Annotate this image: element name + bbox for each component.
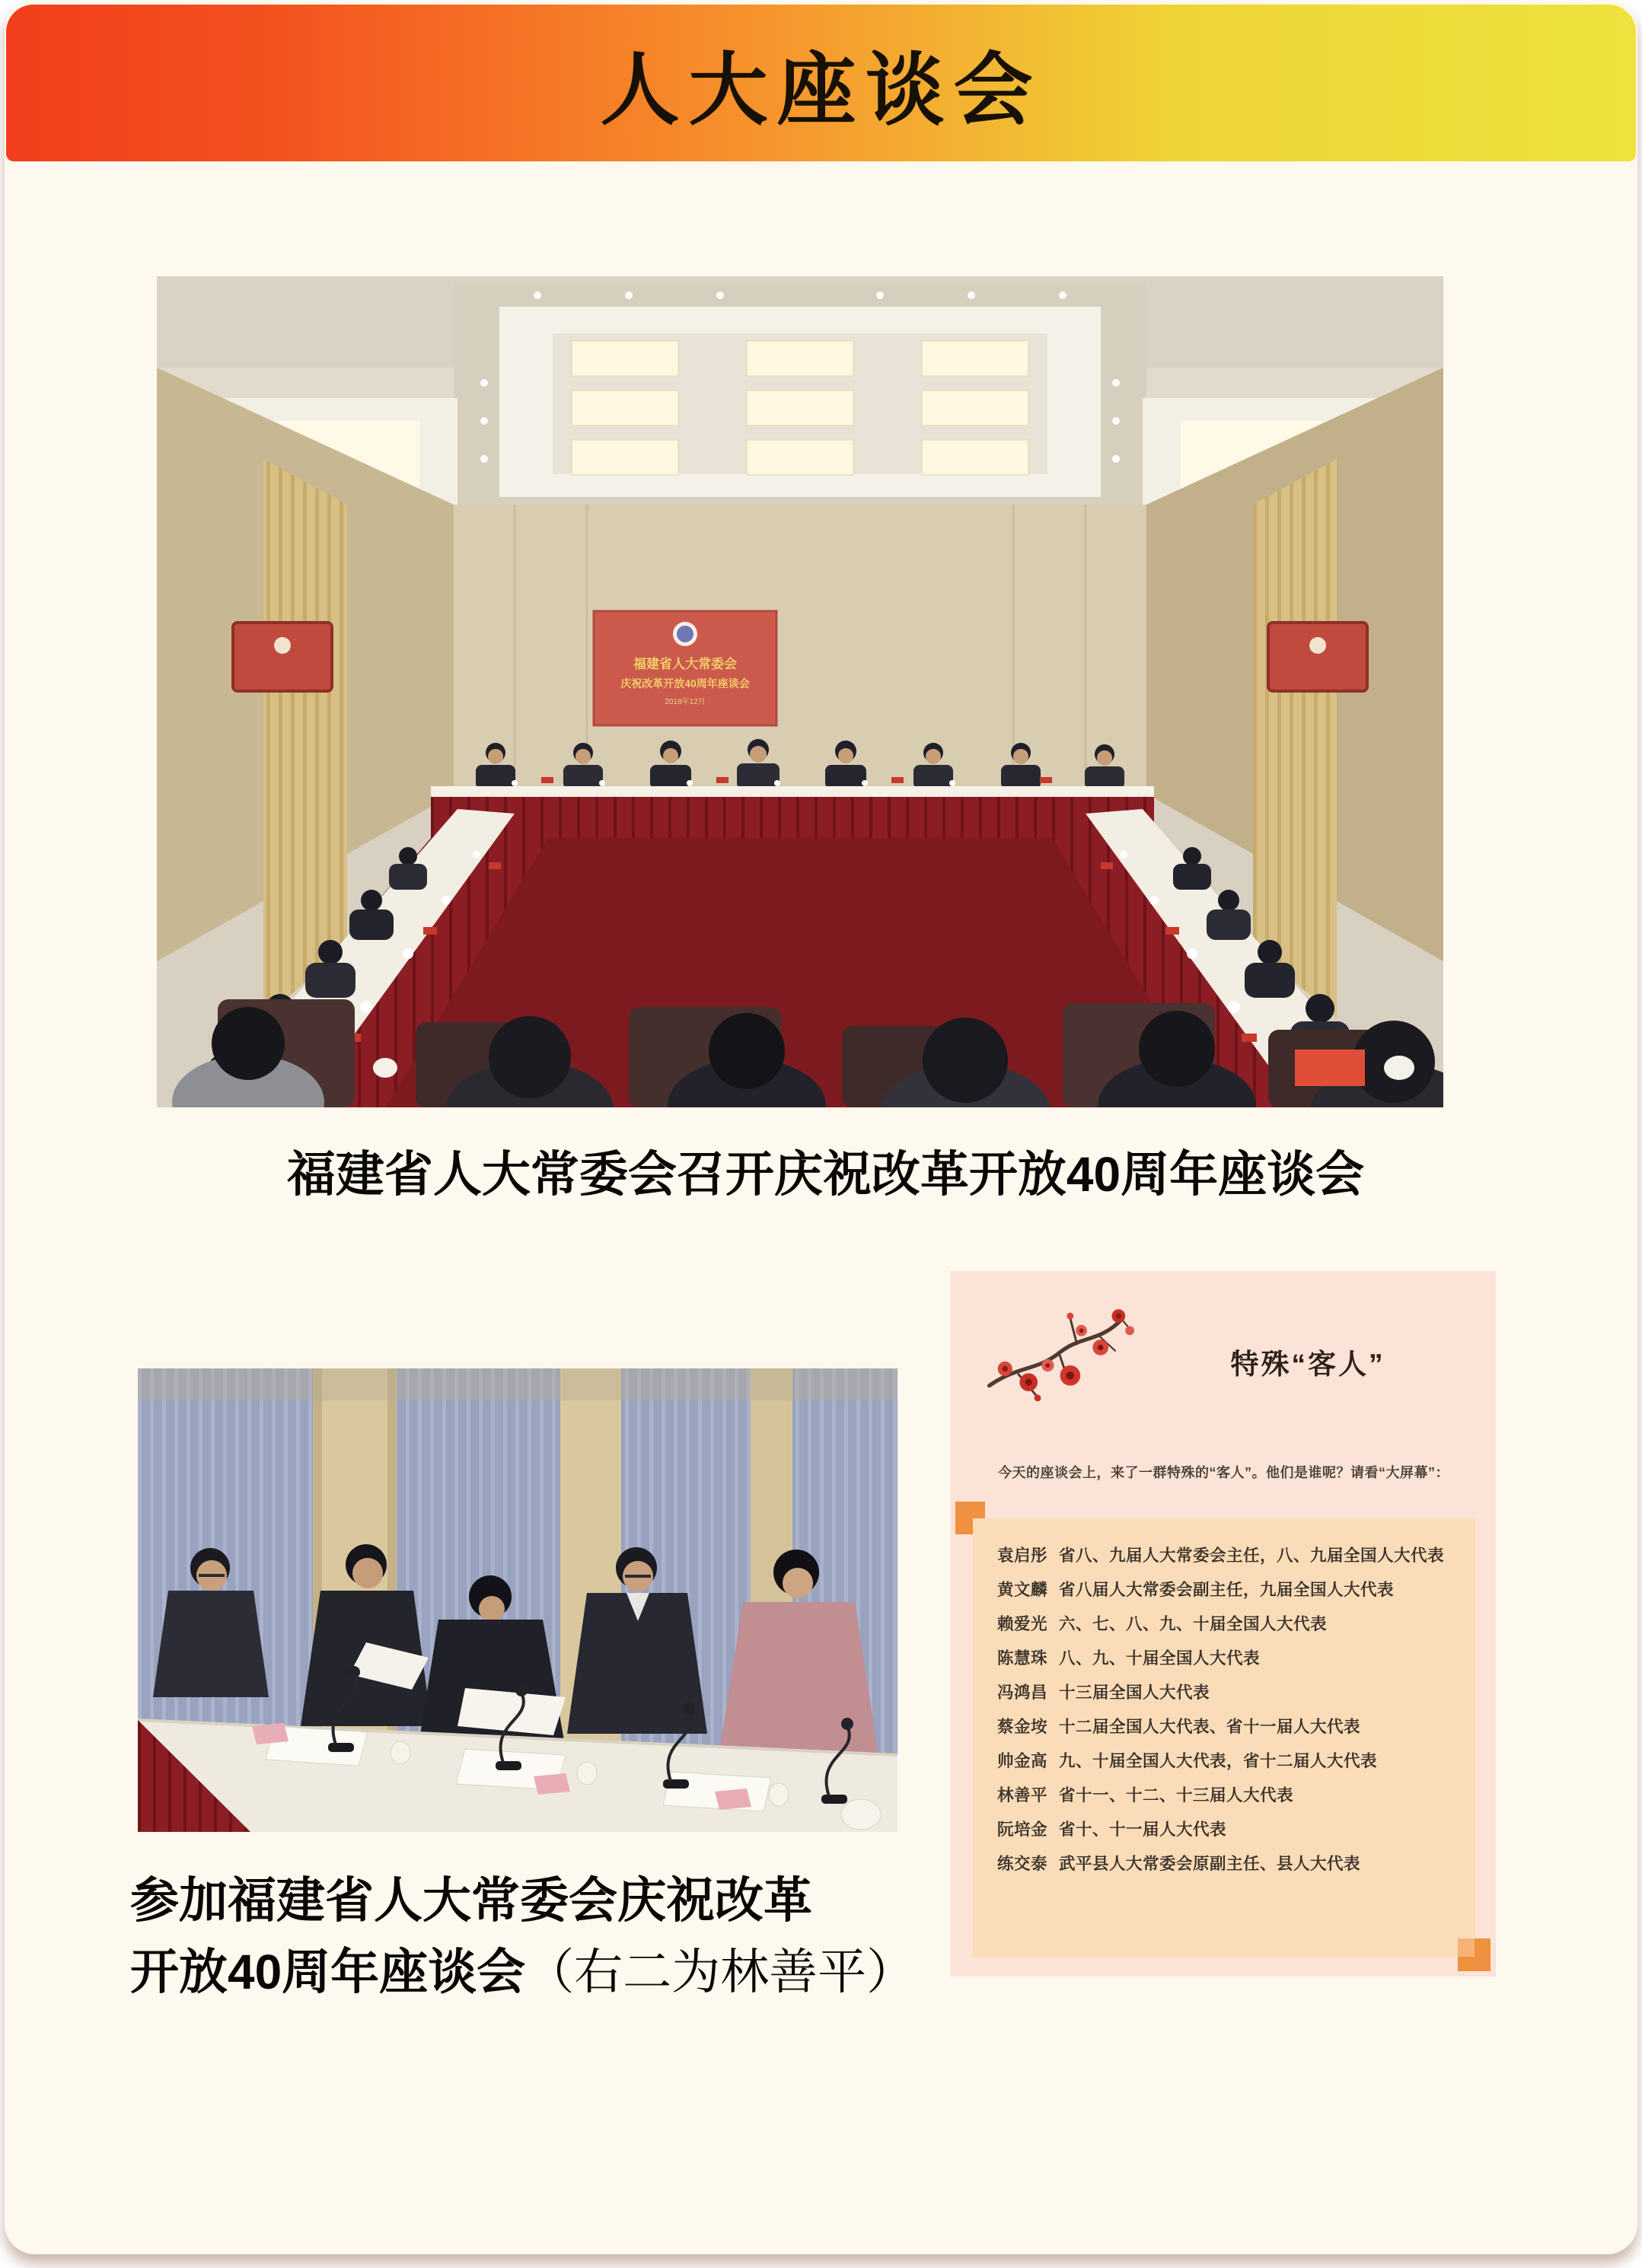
guest-name: 陈慧珠 [997,1649,1048,1668]
guest-row [997,1684,1457,1702]
guest-name: 阮培金 [997,1820,1048,1839]
guest-name: 赖爱光 [997,1615,1048,1633]
screen-line3: 2018年12月 [665,698,706,706]
page-title: 人大座谈会 [600,47,1042,135]
guest-desc: 十三届全国人大代表 [1059,1683,1210,1702]
guest-row [997,1753,1457,1770]
curtain-right [1253,459,1337,1018]
main-screen [594,611,776,725]
corner-accent-bottom-right [1458,1938,1491,1971]
guest-row [997,1582,1457,1599]
wall-back [454,505,1146,794]
page-card [5,0,1637,2254]
guest-name: 冯鸿昌 [997,1683,1048,1702]
side-screen-left [233,623,332,691]
header-band [6,5,1636,161]
guest-desc: 省十、十一届人大代表 [1059,1820,1227,1839]
sidebar-intro: 今天的座谈会上，来了一群特殊的“客人”。他们是谁呢？请看“大屏幕”： [998,1465,1449,1480]
guest-desc: 八、九、十届全国人大代表 [1059,1649,1261,1668]
guest-name: 帅金高 [997,1752,1048,1770]
guest-list-box [973,1518,1475,1957]
name-tent [715,1789,751,1810]
guest-row [997,1787,1457,1805]
guest-row [997,1650,1457,1668]
head-table-top [431,786,1154,797]
guest-desc: 省八届人大常委会副主任，九届全国人大代表 [1059,1581,1395,1599]
guest-row [997,1855,1457,1873]
guest-desc: 六、七、八、九、十届全国人大代表 [1059,1615,1328,1633]
photo2-caption-line2: 开放40周年座谈会（右二为林善平） [130,1945,916,1999]
guest-name: 练交泰 [997,1855,1048,1873]
screen-line1: 福建省人大常委会 [633,657,737,671]
conference-hall-illustration [157,276,1443,1107]
guest-row [997,1821,1457,1839]
photo2-caption [130,1865,1082,2008]
guest-row [997,1719,1457,1736]
name-tent [252,1723,289,1744]
name-tent [534,1773,570,1795]
sidebar-title: 特殊“客人” [1230,1349,1385,1380]
guest-desc: 武平县人大常委会原副主任、县人大代表 [1059,1855,1361,1873]
guest-desc: 九、十届全国人大代表，省十二届人大代表 [1059,1752,1378,1770]
special-guests-box [950,1271,1496,1977]
photo-attendees [138,1368,898,1832]
photo2-caption-paren: （右二为林善平） [525,1945,916,1999]
blossoms [998,1309,1134,1401]
photo2-caption-line1: 参加福建省人大常委会庆祝改革 [130,1873,812,1928]
guest-name: 蔡金垵 [997,1718,1048,1736]
guest-name: 林善平 [997,1786,1048,1805]
side-screen-right [1268,623,1367,691]
guest-desc: 省十一、十二、十三届人大代表 [1059,1786,1294,1805]
photo1-caption: 福建省人大常委会召开庆祝改革开放40周年座谈会 [286,1147,1365,1202]
curtain-left [263,459,347,1018]
guest-name: 黄文麟 [997,1581,1048,1599]
screen-line2: 庆祝改革开放40周年座谈会 [620,677,750,690]
guest-name: 袁启彤 [997,1547,1048,1565]
photo-conference-hall [157,276,1443,1107]
ceiling-lights [572,341,1028,475]
guest-row [997,1547,1457,1565]
guest-desc: 省八、九届人大常委会主任，八、九届全国人大代表 [1059,1547,1445,1565]
guest-row [997,1616,1457,1633]
attendees-illustration [138,1368,898,1832]
guest-desc: 十二届全国人大代表、省十一届人大代表 [1059,1718,1361,1736]
